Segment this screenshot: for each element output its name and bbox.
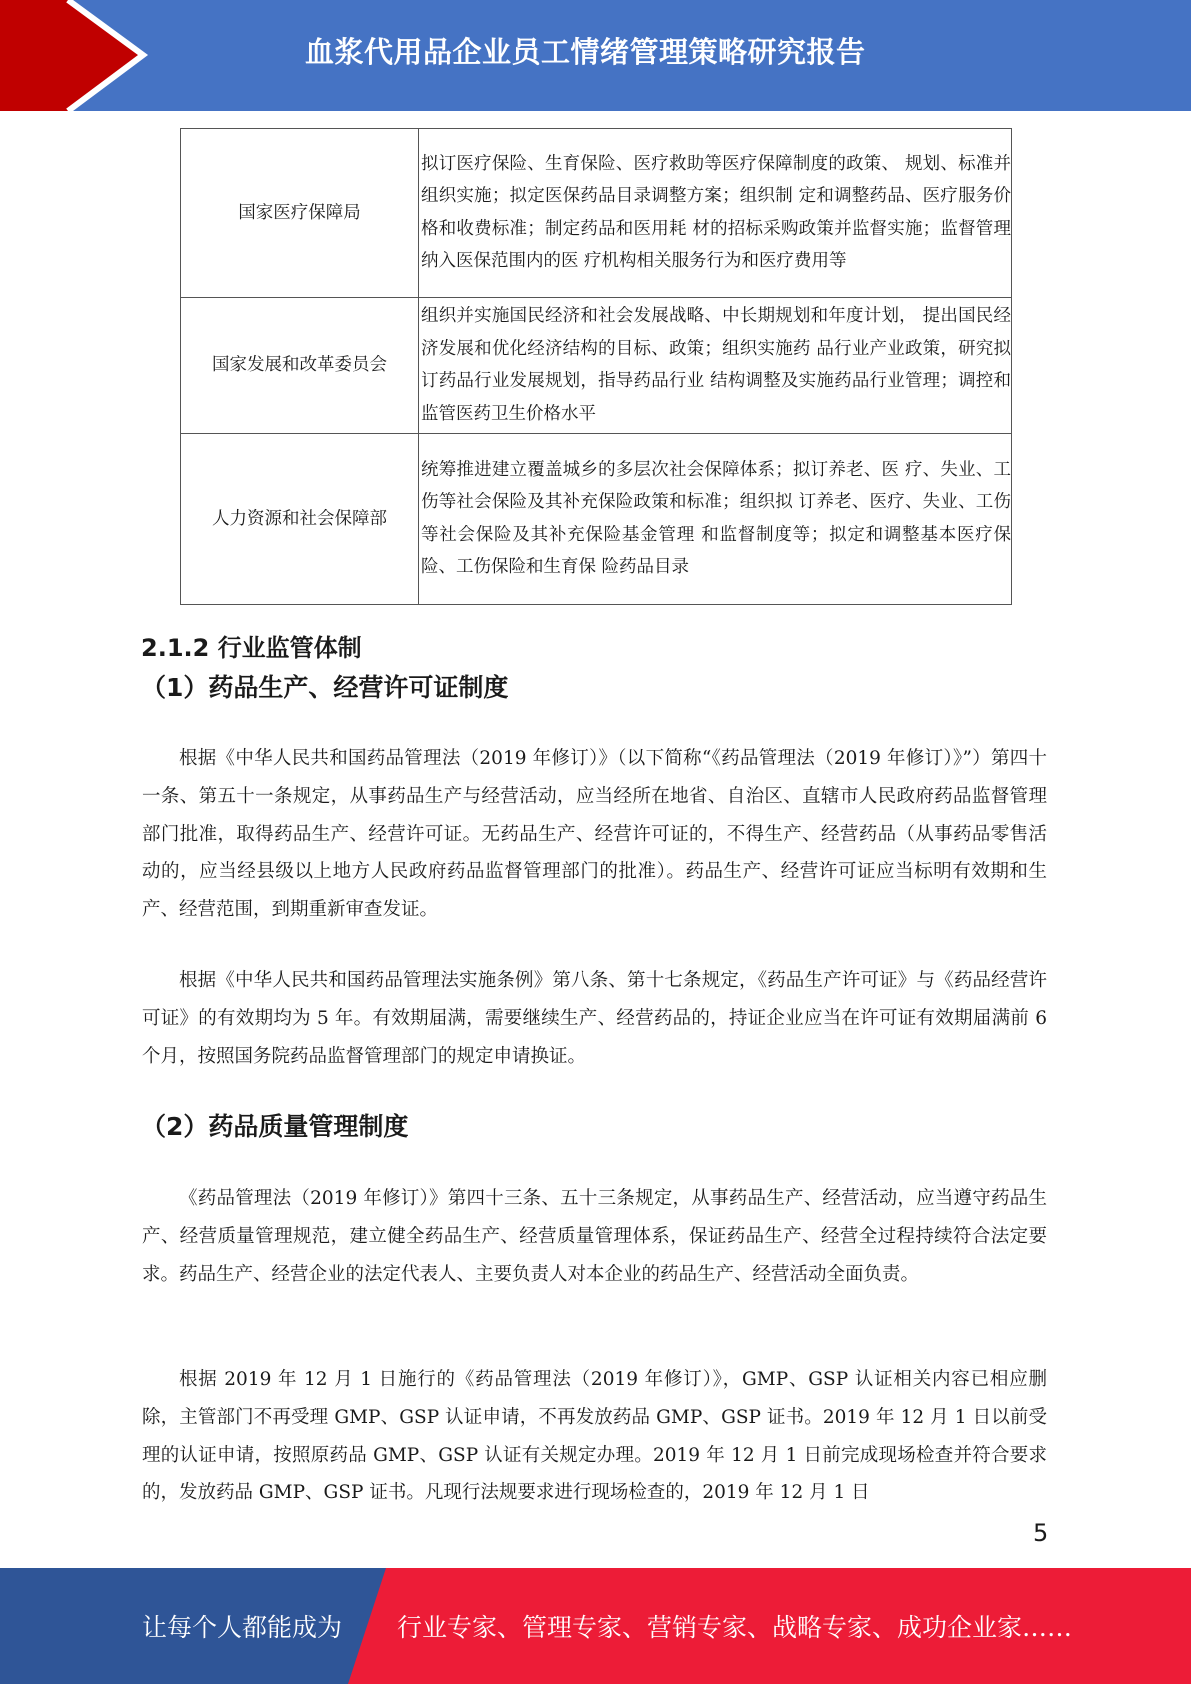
table-row <box>181 129 1012 298</box>
red-arrow-shape <box>0 0 140 111</box>
page-footer <box>0 1568 1191 1684</box>
agency-name: 国家发展和改革委员会 <box>181 298 419 434</box>
table-row <box>181 298 1012 434</box>
subsection-heading-quality: （2）药品质量管理制度 <box>141 1112 409 1141</box>
section-heading: 2.1.2 行业监管体制 <box>141 634 362 662</box>
agency-name: 人力资源和社会保障部 <box>181 434 419 605</box>
report-title: 血浆代用品企业员工情绪管理策略研究报告 <box>305 35 866 69</box>
page-header <box>0 0 1191 111</box>
paragraph: 根据《中华人民共和国药品管理法实施条例》第八条、第十七条规定，《药品生产许可证》与《药品经营许可证》的有效期均为 5 年。有效期届满，需要继续生产、经营药品的，持证企业应当在许可证有效期届满前 6 个月，按照国务院药品监督管理部门的规定申请换证。 <box>142 970 1047 1067</box>
agency-name: 国家医疗保障局 <box>181 129 419 298</box>
agency-duties: 统筹推进建立覆盖城乡的多层次社会保障体系；拟订养老、医 疗、失业、工伤等社会保险及其补充保险政策和标准；组织拟 订养老、医疗、失业、工伤等社会保险及其补充保险基金管理 和监督制度等；拟定和调整基本医疗保险、工伤保险和生育保 险药品目录 <box>419 434 1012 605</box>
paragraph: 根据 2019 年 12 月 1 日施行的《药品管理法（2019 年修订）》，GMP、GSP 认证相关内容已相应删除，主管部门不再受理 GMP、GSP 认证申请，不再发放药品 GMP、GSP 证书。2019 年 12 月 1 日以前受理的认证申请，按照原药品 GMP、GSP 认证有关规定办理。2019 年 12 月 1 日前完成现场检查并符合要求的，发放药品 GMP、GSP 证书。凡现行法规要求进行现场检查的，2019 年 12 月 1 日 <box>142 1369 1047 1504</box>
footer-slogan-right: 行业专家、管理专家、营销专家、战略专家、成功企业家…… <box>397 1613 1073 1642</box>
subsection-heading-license: （1）药品生产、经营许可证制度 <box>141 673 509 702</box>
footer-slogan-left: 让每个人都能成为 <box>142 1613 343 1642</box>
page-number: 5 <box>1033 1519 1049 1547</box>
agency-duties: 拟订医疗保险、生育保险、医疗救助等医疗保障制度的政策、 规划、标准并组织实施；拟定医保药品目录调整方案；组织制 定和调整药品、医疗服务价格和收费标准；制定药品和医用耗 材的招标采购政策并监督实施；监督管理纳入医保范围内的医 疗机构相关服务行为和医疗费用等 <box>419 129 1012 298</box>
paragraph: 根据《中华人民共和国药品管理法（2019 年修订）》（以下简称“《药品管理法（2019 年修订）》”）第四十一条、第五十一条规定，从事药品生产与经营活动，应当经所在地省、自治区、直辖市人民政府药品监督管理部门批准，取得药品生产、经营许可证。无药品生产、经营许可证的，不得生产、经营药品（从事药品零售活动的，应当经县级以上地方人民政府药品监督管理部门的批准）。药品生产、经营许可证应当标明有效期和生产、经营范围，到期重新审查发证。 <box>142 748 1047 921</box>
table-row <box>181 434 1012 605</box>
agency-duties: 组织并实施国民经济和社会发展战略、中长期规划和年度计划， 提出国民经济发展和优化经济结构的目标、政策；组织实施药 品行业产业政策，研究拟订药品行业发展规划，指导药品行业 结构调整及实施药品行业管理；调控和监管医药卫生价格水平 <box>419 298 1012 434</box>
paragraph: 《药品管理法（2019 年修订）》第四十三条、五十三条规定，从事药品生产、经营活动，应当遵守药品生产、经营质量管理规范，建立健全药品生产、经营质量管理体系，保证药品生产、经营全过程持续符合法定要求。药品生产、经营企业的法定代表人、主要负责人对本企业的药品生产、经营活动全面负责。 <box>142 1188 1047 1285</box>
agency-duties-table <box>180 128 1012 605</box>
